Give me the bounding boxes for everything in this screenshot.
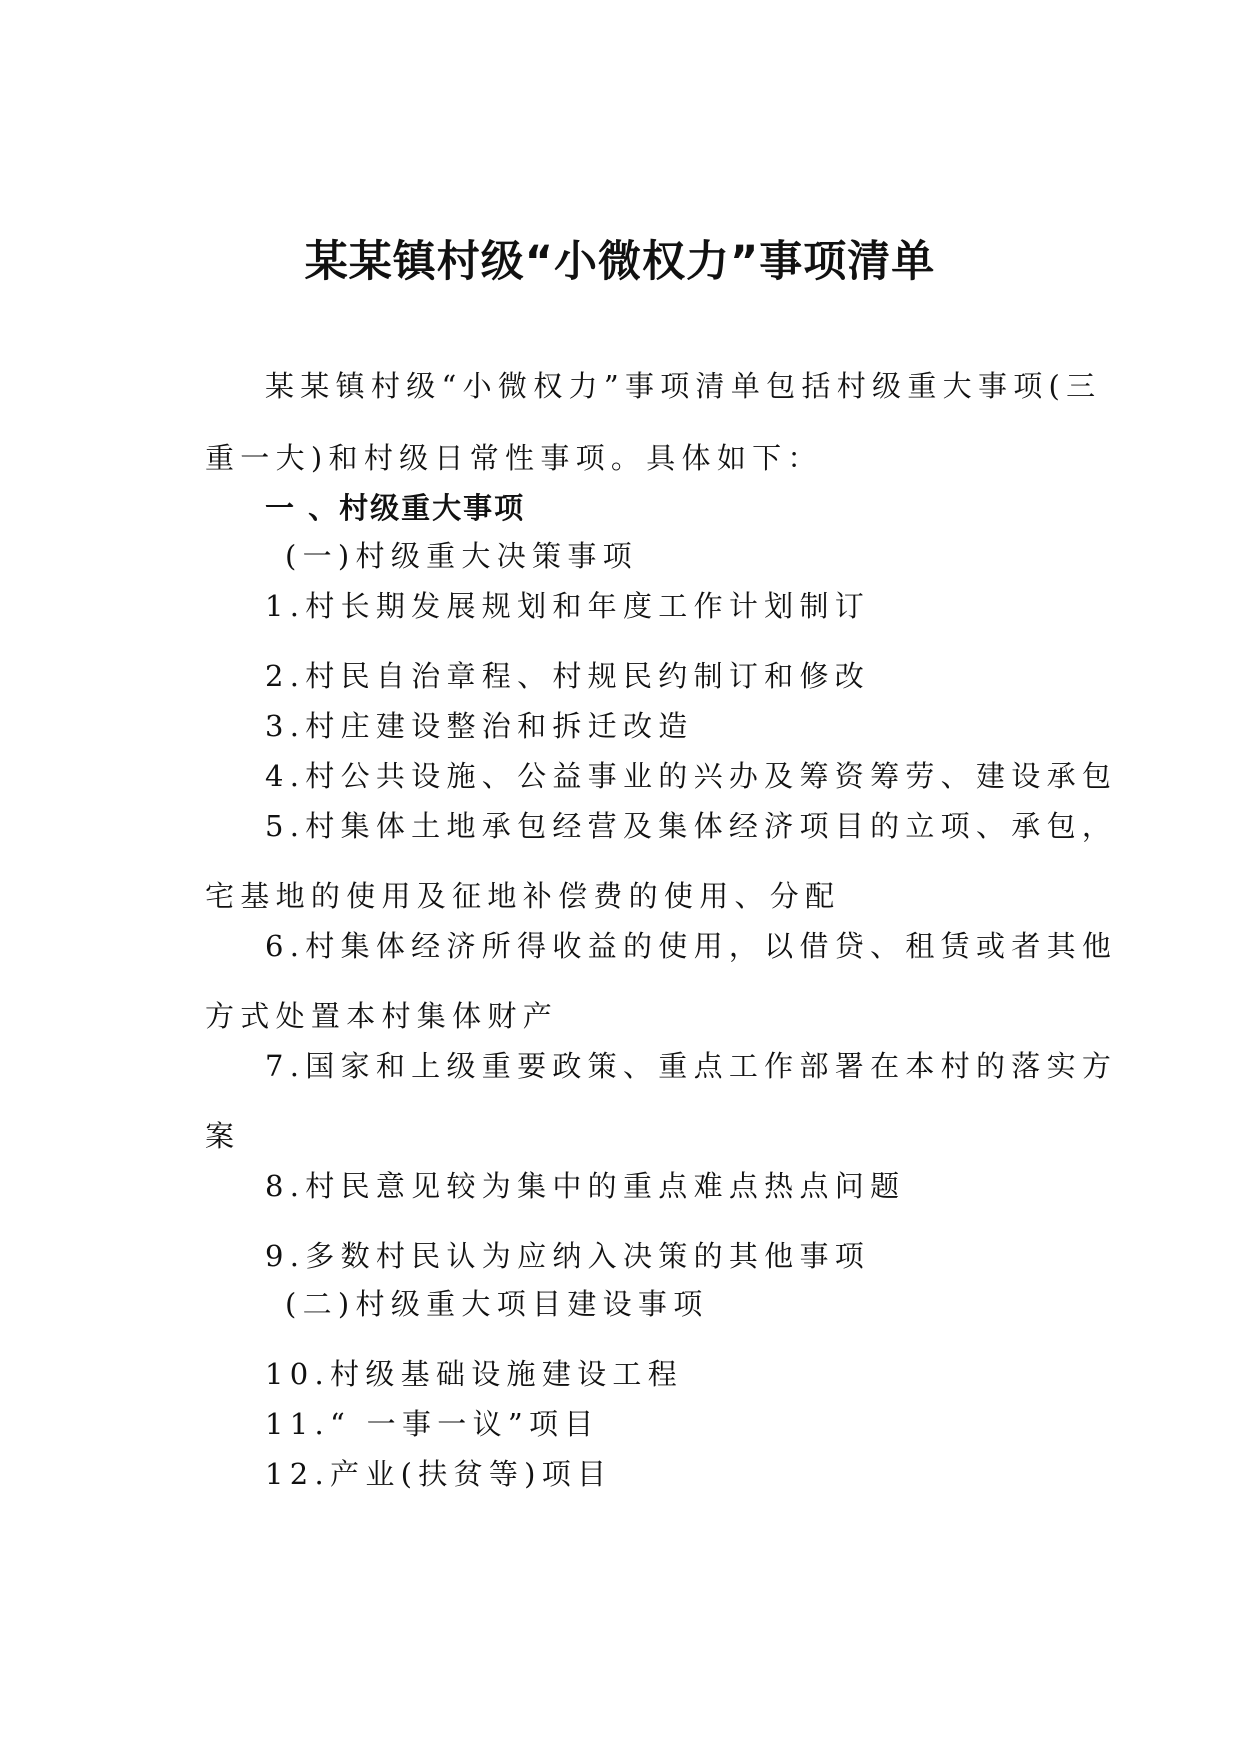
subsection-heading-decision-matters: (一)村级重大决策事项: [285, 539, 638, 573]
document-title: 某某镇村级“小微权力”事项清单: [304, 237, 936, 287]
list-item-2: 2.村民自治章程、村规民约制订和修改: [265, 659, 871, 693]
list-item-1: 1.村长期发展规划和年度工作计划制订: [265, 589, 871, 623]
list-item-8: 8.村民意见较为集中的重点难点热点问题: [265, 1169, 906, 1203]
list-item-4: 4.村公共设施、公益事业的兴办及筹资筹劳、建设承包: [265, 759, 1118, 793]
list-item-7-line-2: 案: [205, 1119, 241, 1153]
section-heading-major-matters: 一 、村级重大事项: [265, 491, 526, 525]
list-item-12: 12.产业(扶贫等)项目: [265, 1457, 613, 1491]
list-item-3: 3.村庄建设整治和拆迁改造: [265, 709, 694, 743]
intro-paragraph-line-2: 重一大)和村级日常性事项。具体如下：: [205, 441, 823, 475]
subsection-heading-project-matters: (二)村级重大项目建设事项: [285, 1287, 709, 1321]
list-item-10: 10.村级基础设施建设工程: [265, 1357, 684, 1391]
list-item-6-line-2: 方式处置本村集体财产: [205, 999, 559, 1033]
list-item-11: 11.“ 一事一议”项目: [265, 1407, 600, 1441]
list-item-7-line-1: 7.国家和上级重要政策、重点工作部署在本村的落实方: [265, 1049, 1118, 1083]
list-item-5-line-1: 5.村集体土地承包经营及集体经济项目的立项、承包，: [265, 809, 1118, 843]
list-item-6-line-1: 6.村集体经济所得收益的使用，以借贷、租赁或者其他: [265, 929, 1118, 963]
list-item-5-line-2: 宅基地的使用及征地补偿费的使用、分配: [205, 879, 841, 913]
intro-paragraph-line-1: 某某镇村级“小微权力”事项清单包括村级重大事项(三: [265, 369, 1102, 403]
list-item-9: 9.多数村民认为应纳入决策的其他事项: [265, 1239, 871, 1273]
